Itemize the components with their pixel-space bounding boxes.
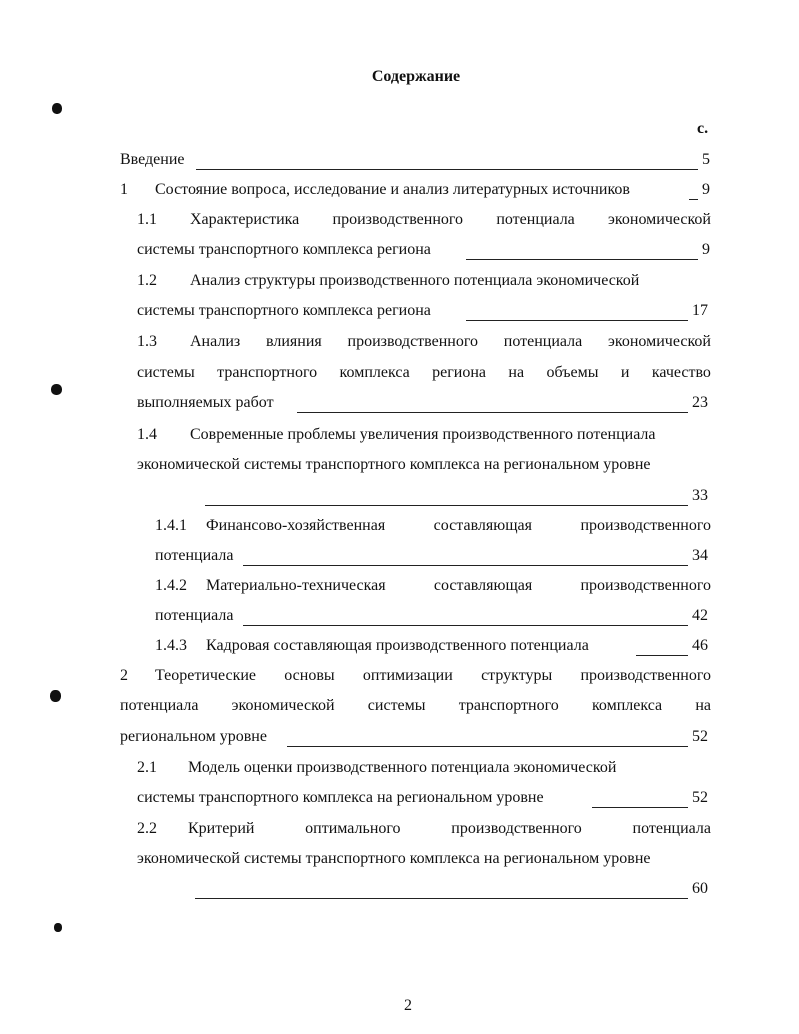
toc-word: потенциала — [496, 211, 575, 228]
page-title: Содержание — [371, 68, 461, 85]
toc-word: производственного — [332, 211, 464, 228]
toc-word: комплекса — [591, 697, 663, 714]
toc-word: на — [695, 697, 711, 714]
leader-line — [592, 807, 688, 808]
toc-intro-label[interactable]: Введение — [120, 151, 185, 168]
toc-s1-4-2-line1[interactable] — [206, 577, 711, 595]
leader-line — [195, 898, 688, 899]
toc-s1-num: 1 — [120, 181, 128, 198]
toc-s1-4-1-num: 1.4.1 — [155, 517, 187, 534]
toc-s2-1-num: 2.1 — [137, 759, 157, 776]
toc-s1-4-page: 33 — [692, 487, 708, 504]
toc-s2-1-line2[interactable]: системы транспортного комплекса на региональном уровне — [137, 789, 544, 806]
toc-word: Материально-техническая — [206, 577, 386, 594]
toc-word: региона — [432, 364, 487, 381]
toc-s1-label[interactable]: Состояние вопроса, исследование и анализ литературных источников — [155, 181, 630, 198]
toc-s1-3-page: 23 — [692, 394, 708, 411]
toc-word: системы — [367, 697, 426, 714]
toc-s1-3-line1[interactable] — [190, 333, 711, 351]
toc-s2-line3[interactable]: региональном уровне — [120, 728, 267, 745]
toc-s2-2-line1[interactable] — [188, 820, 711, 838]
toc-s2-1-line1[interactable]: Модель оценки производственного потенциала экономической — [188, 759, 617, 776]
toc-word: Теоретические — [155, 667, 257, 684]
toc-word: на — [508, 364, 525, 381]
toc-s1-4-3-label[interactable]: Кадровая составляющая производственного потенциала — [206, 637, 589, 654]
toc-word: и — [620, 364, 630, 381]
toc-word: составляющая — [433, 517, 532, 534]
punch-mark-3 — [50, 690, 61, 702]
toc-s1-4-1-page: 34 — [692, 547, 708, 564]
toc-word: структуры — [481, 667, 553, 684]
toc-s1-1-line1[interactable] — [190, 211, 711, 229]
toc-s2-num: 2 — [120, 667, 128, 684]
leader-line — [466, 320, 688, 321]
toc-word: производственного — [347, 333, 479, 350]
toc-s1-4-2-num: 1.4.2 — [155, 577, 187, 594]
toc-s1-4-1-line1[interactable] — [206, 517, 711, 535]
toc-s1-1-num: 1.1 — [137, 211, 157, 228]
toc-word: объемы — [546, 364, 599, 381]
toc-word: потенциала — [632, 820, 711, 837]
toc-word: Анализ — [190, 333, 241, 350]
toc-word: производственного — [580, 667, 711, 684]
toc-s1-3-line3[interactable]: выполняемых работ — [137, 394, 274, 411]
toc-word: составляющая — [433, 577, 533, 594]
leader-line — [636, 655, 688, 656]
toc-word: производственного — [580, 577, 711, 594]
toc-word: транспортного — [458, 697, 559, 714]
leader-line — [196, 169, 698, 170]
toc-s1-2-num: 1.2 — [137, 272, 157, 289]
toc-word: Критерий — [188, 820, 255, 837]
punch-mark-4 — [54, 923, 62, 932]
page-number: 2 — [404, 997, 412, 1014]
toc-s1-4-line2[interactable]: экономической системы транспортного комплекса на региональном уровне — [137, 456, 651, 473]
toc-word: комплекса — [339, 364, 410, 381]
toc-word: экономической — [608, 211, 711, 228]
leader-line — [466, 259, 698, 260]
toc-word: оптимального — [305, 820, 401, 837]
toc-s2-2-line2[interactable]: экономической системы транспортного комплекса на региональном уровне — [137, 850, 651, 867]
leader-line — [243, 625, 688, 626]
toc-s1-4-num: 1.4 — [137, 426, 157, 443]
toc-s1-4-line1[interactable]: Современные проблемы увеличения производственного потенциала — [190, 426, 656, 443]
toc-word: Финансово-хозяйственная — [206, 517, 386, 534]
leader-line — [297, 412, 688, 413]
toc-s1-4-1-line2[interactable]: потенциала — [155, 547, 234, 564]
toc-word: транспортного — [217, 364, 318, 381]
toc-s1-2-page: 17 — [692, 302, 708, 319]
toc-word: экономической — [608, 333, 711, 350]
toc-word: оптимизации — [362, 667, 453, 684]
toc-word: влияния — [266, 333, 322, 350]
page-column-label: с. — [697, 120, 709, 137]
toc-s2-page: 52 — [692, 728, 708, 745]
toc-s1-2-line2[interactable]: системы транспортного комплекса региона — [137, 302, 431, 319]
toc-s2-line1[interactable] — [155, 667, 711, 685]
toc-word: экономической — [231, 697, 335, 714]
toc-s1-2-line1[interactable]: Анализ структуры производственного потенциала экономической — [190, 272, 640, 289]
toc-s1-4-3-num: 1.4.3 — [155, 637, 187, 654]
toc-word: производственного — [451, 820, 582, 837]
toc-word: потенциала — [503, 333, 583, 350]
toc-intro-page: 5 — [702, 151, 710, 168]
toc-s2-2-page: 60 — [692, 880, 708, 897]
toc-s1-page: 9 — [702, 181, 710, 198]
toc-s1-3-num: 1.3 — [137, 333, 157, 350]
toc-word: потенциала — [120, 697, 199, 714]
leader-line — [287, 746, 688, 747]
toc-word: основы — [284, 667, 335, 684]
toc-word: системы — [137, 364, 195, 381]
toc-s2-1-page: 52 — [692, 789, 708, 806]
toc-s1-1-page: 9 — [702, 241, 710, 258]
toc-s1-1-line2[interactable]: системы транспортного комплекса региона — [137, 241, 431, 258]
punch-mark-2 — [51, 384, 62, 395]
punch-mark-1 — [52, 103, 62, 114]
leader-line — [205, 505, 688, 506]
toc-s1-4-3-page: 46 — [692, 637, 708, 654]
toc-s2-2-num: 2.2 — [137, 820, 157, 837]
toc-s2-line2[interactable] — [120, 697, 711, 715]
leader-line — [689, 199, 698, 200]
toc-word: Характеристика — [190, 211, 300, 228]
leader-line — [243, 565, 688, 566]
toc-word: качество — [651, 364, 711, 381]
toc-s1-4-2-line2[interactable]: потенциала — [155, 607, 234, 624]
toc-s1-4-2-page: 42 — [692, 607, 708, 624]
toc-s1-3-line2[interactable] — [137, 364, 711, 382]
toc-word: производственного — [580, 517, 711, 534]
